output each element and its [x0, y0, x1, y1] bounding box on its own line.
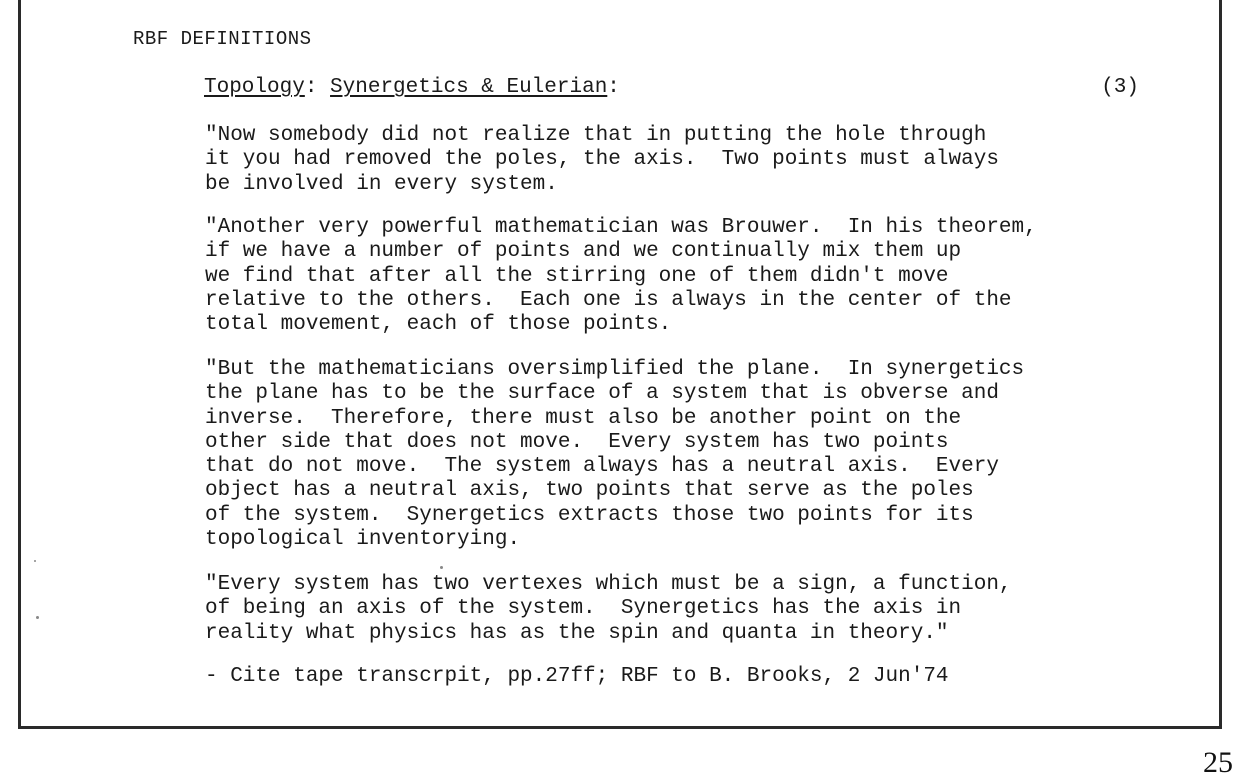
scan-speck	[36, 616, 39, 619]
subtopic-separator: :	[607, 76, 620, 99]
topic-label: Topology	[204, 76, 305, 99]
page-number: 25	[1203, 746, 1233, 779]
card-number: (3)	[1101, 76, 1139, 99]
scan-speck	[440, 566, 443, 569]
quote-paragraph: "Another very powerful mathematician was Brouwer. In his theorem, if we have a number of points and we continually mix them up we find that after all the stirring one of them didn't move relative to the others. Each one is always in the center of the total movement, each of those points.	[205, 216, 1037, 337]
topic-line	[204, 76, 1139, 99]
quote-paragraph: "Now somebody did not realize that in putting the hole through it you had removed the poles, the axis. Two points must always be involved in every system.	[205, 124, 999, 196]
subtopic-label: Synergetics & Eulerian	[330, 76, 608, 99]
topic-separator: :	[304, 76, 331, 99]
quote-paragraph: "But the mathematicians oversimplified the plane. In synergetics the plane has to be the surface of a system that is obverse and inverse. Therefore, there must also be another point on the other side that does not move. Every system has two points that do not move. The system always has a neutral axis. Every object has a neutral axis, two points that serve as the poles of the system. Synergetics extracts those two points for its topological inventorying.	[205, 358, 1025, 552]
document-header: RBF DEFINITIONS	[133, 28, 312, 50]
citation: - Cite tape transcrpit, pp.27ff; RBF to B. Brooks, 2 Jun'74	[205, 665, 949, 688]
quote-paragraph: "Every system has two vertexes which must be a sign, a function, of being an axis of the system. Synergetics has the axis in reality what physics has as the spin and quanta in theory."	[205, 573, 1012, 645]
scan-speck	[34, 560, 36, 562]
